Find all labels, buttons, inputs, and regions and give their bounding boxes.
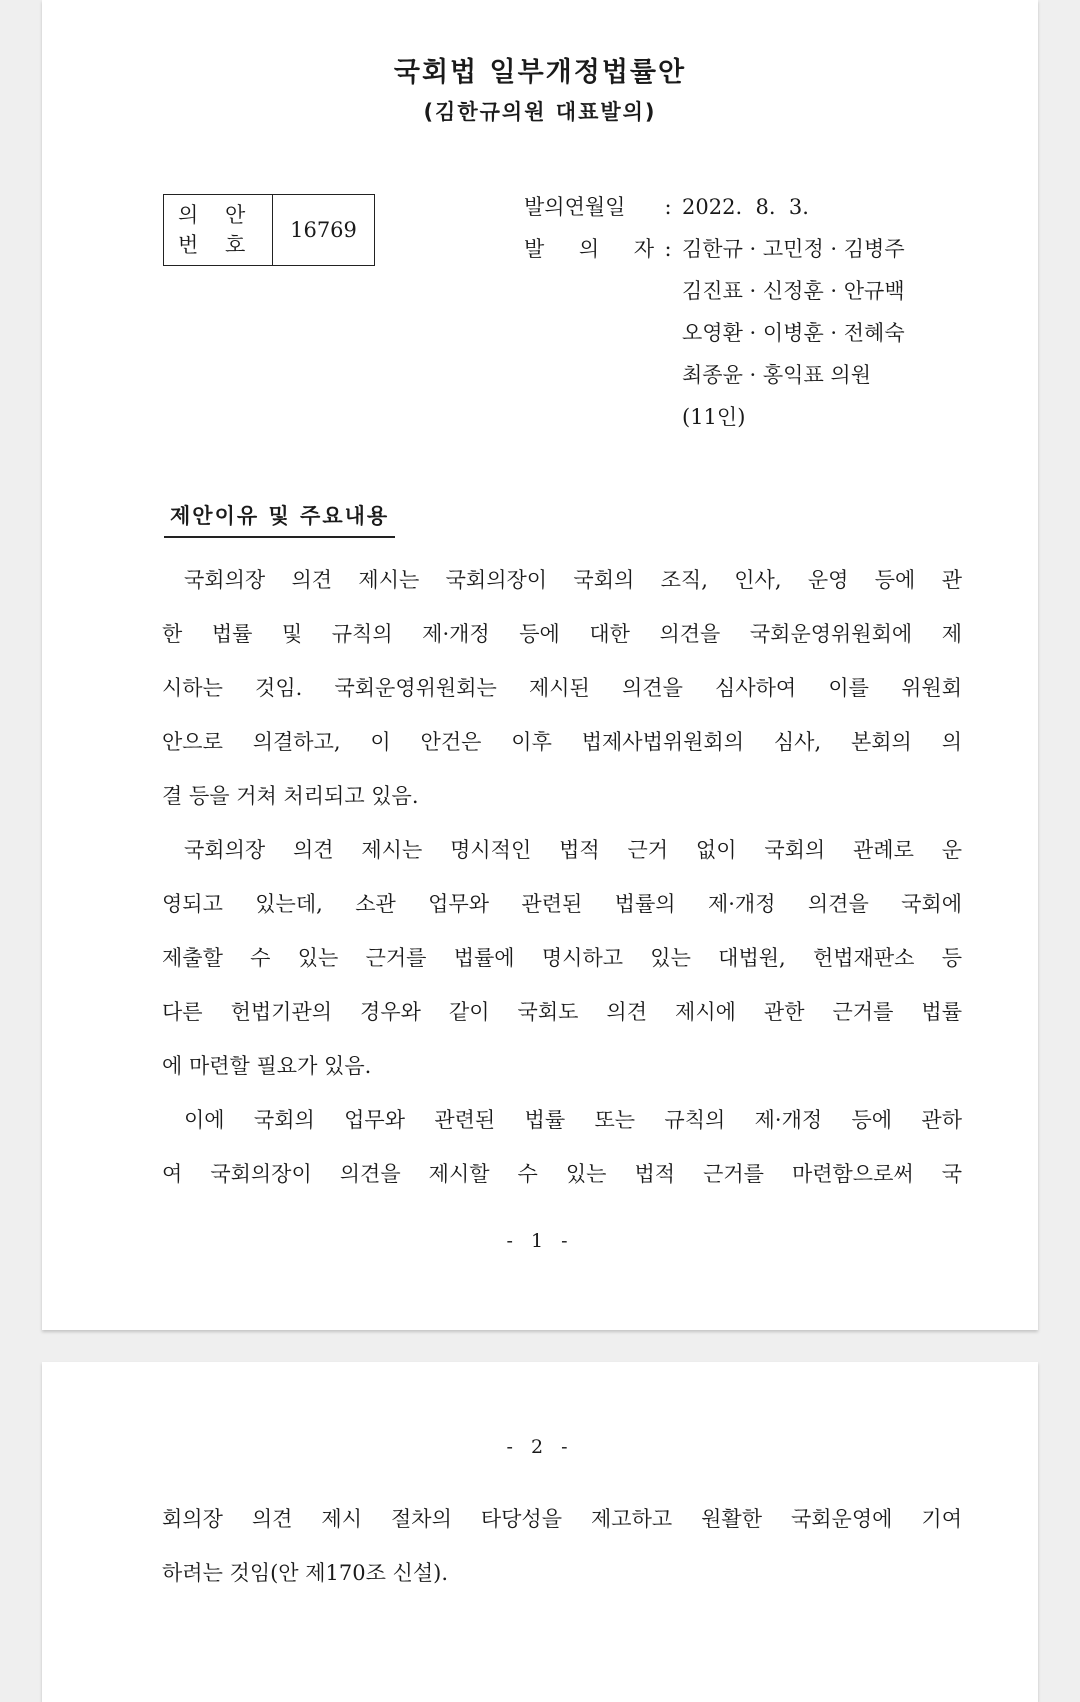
bill-meta	[524, 186, 905, 438]
sponsors-line: 김한규 · 고민정 · 김병주	[682, 237, 905, 261]
body-line: 한 법률 및 규칙의 제·개정 등에 대한 의견을 국회운영위원회에 제	[162, 622, 962, 646]
body-line: 에 마련할 필요가 있음.	[162, 1054, 372, 1078]
body-line: 영되고 있는데, 소관 업무와 관련된 법률의 제·개정 의견을 국회에	[162, 892, 962, 916]
body-line: 안으로 의결하고, 이 안건은 이후 법제사법위원회의 심사, 본회의 의	[162, 730, 962, 754]
sponsors-row	[524, 228, 905, 270]
sponsors-row-5	[524, 396, 905, 438]
sponsors-line: 김진표 · 신정훈 · 안규백	[682, 279, 905, 303]
bill-number-label	[164, 195, 273, 265]
document-page-1	[42, 0, 1038, 1330]
bill-number-value: 16769	[290, 218, 357, 242]
bill-number-label-line1: 의 안	[178, 203, 256, 227]
body-line: 국회의장 의견 제시는 명시적인 법적 근거 없이 국회의 관례로 운	[184, 838, 962, 862]
date-colon: :	[664, 195, 672, 219]
body-line: 결 등을 거쳐 처리되고 있음.	[162, 784, 419, 808]
body-line: 시하는 것임. 국회운영위원회는 제시된 의견을 심사하여 이를 위원회	[162, 676, 962, 700]
bill-number-box	[163, 194, 375, 266]
body-line: 회의장 의견 제시 절차의 타당성을 제고하고 원활한 국회운영에 기여	[162, 1507, 962, 1531]
date-label: 발의연월일	[524, 195, 626, 219]
sponsors-colon: :	[664, 237, 672, 261]
sponsors-label: 발 의 자	[524, 237, 654, 261]
body-line: 제출할 수 있는 근거를 법률에 명시하고 있는 대법원, 헌법재판소 등	[162, 946, 962, 970]
page-number-1: - 1 -	[506, 1230, 574, 1252]
sponsors-line: 최종윤 · 홍익표 의원	[682, 363, 871, 387]
date-row	[524, 186, 905, 228]
body-line: 이에 국회의 업무와 관련된 법률 또는 규칙의 제·개정 등에 관하	[184, 1108, 962, 1132]
body-line: 하려는 것임(안 제170조 신설).	[162, 1561, 449, 1585]
body-line: 여 국회의장이 의견을 제시할 수 있는 법적 근거를 마련함으로써 국	[162, 1162, 962, 1186]
bill-title: 국회법 일부개정법률안	[393, 57, 687, 88]
sponsors-line: 오영환 · 이병훈 · 전혜숙	[682, 321, 905, 345]
sponsors-row-3	[524, 312, 905, 354]
body-line: 다른 헌법기관의 경우와 같이 국회도 의견 제시에 관한 근거를 법률	[162, 1000, 962, 1024]
sponsors-row-2	[524, 270, 905, 312]
sponsors-row-4	[524, 354, 905, 396]
document-page-2	[42, 1362, 1038, 1702]
date-value: 2022. 8. 3.	[682, 195, 809, 219]
page-number-2: - 2 -	[506, 1436, 574, 1458]
bill-number-label-line2: 번 호	[178, 233, 256, 257]
bill-subtitle: (김한규의원 대표발의)	[423, 100, 657, 124]
section-heading: 제안이유 및 주요내용	[164, 500, 395, 538]
sponsors-count: (11인)	[682, 405, 746, 429]
body-line: 국회의장 의견 제시는 국회의장이 국회의 조직, 인사, 운영 등에 관	[184, 568, 962, 592]
